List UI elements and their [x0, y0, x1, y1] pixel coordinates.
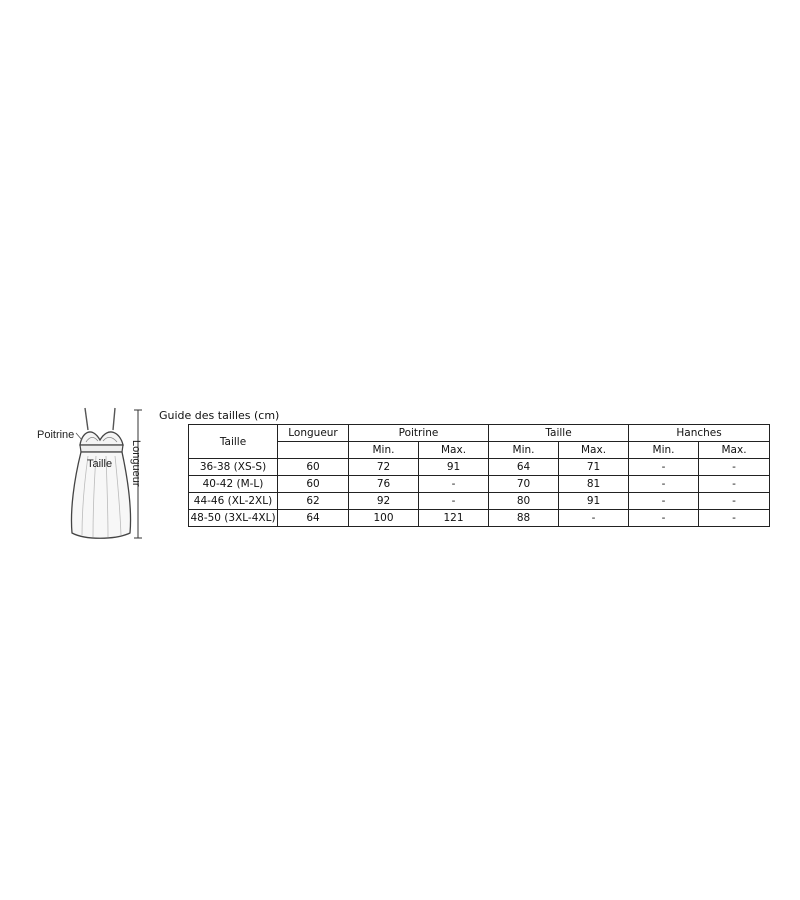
- table-row: [189, 459, 770, 476]
- table-row: [189, 493, 770, 510]
- header-size: Taille: [189, 425, 278, 459]
- table-row: [189, 510, 770, 527]
- cell-hips-min: -: [629, 459, 699, 476]
- subheader-waist-min: Min.: [489, 442, 559, 459]
- header-group-waist: Taille: [489, 425, 629, 442]
- cell-hips-max: -: [699, 510, 770, 527]
- header-group-bust: Poitrine: [349, 425, 489, 442]
- table-row: [189, 476, 770, 493]
- cell-length: 64: [278, 510, 349, 527]
- cell-size: 44-46 (XL-2XL): [189, 493, 278, 510]
- cell-waist-max: 71: [559, 459, 629, 476]
- cell-length: 60: [278, 459, 349, 476]
- cell-bust-min: 76: [349, 476, 419, 493]
- cell-hips-min: -: [629, 476, 699, 493]
- size-table: [188, 424, 770, 527]
- cell-waist-min: 70: [489, 476, 559, 493]
- cell-hips-min: -: [629, 493, 699, 510]
- cell-waist-max: 81: [559, 476, 629, 493]
- cell-waist-min: 64: [489, 459, 559, 476]
- cell-waist-max: 91: [559, 493, 629, 510]
- cell-hips-max: -: [699, 493, 770, 510]
- subheader-hips-max: Max.: [699, 442, 770, 459]
- cell-bust-max: 121: [419, 510, 489, 527]
- header-group-hips: Hanches: [629, 425, 770, 442]
- header-length-empty: [278, 442, 349, 459]
- cell-bust-min: 72: [349, 459, 419, 476]
- label-bust: Poitrine: [37, 429, 75, 441]
- cell-bust-max: 91: [419, 459, 489, 476]
- header-length: Longueur: [278, 425, 349, 442]
- cell-length: 60: [278, 476, 349, 493]
- cell-waist-max: -: [559, 510, 629, 527]
- cell-bust-max: -: [419, 493, 489, 510]
- cell-hips-min: -: [629, 510, 699, 527]
- subheader-bust-max: Max.: [419, 442, 489, 459]
- subheader-bust-min: Min.: [349, 442, 419, 459]
- dress-figure: [30, 400, 155, 545]
- table-header-row: [189, 425, 770, 442]
- cell-hips-max: -: [699, 476, 770, 493]
- label-length: Longueur: [130, 440, 142, 487]
- cell-size: 36-38 (XS-S): [189, 459, 278, 476]
- cell-size: 40-42 (M-L): [189, 476, 278, 493]
- label-waist: Taille: [87, 458, 113, 470]
- cell-bust-min: 92: [349, 493, 419, 510]
- cell-hips-max: -: [699, 459, 770, 476]
- cell-size: 48-50 (3XL-4XL): [189, 510, 278, 527]
- subheader-hips-min: Min.: [629, 442, 699, 459]
- cell-length: 62: [278, 493, 349, 510]
- size-guide-title: Guide des tailles (cm): [159, 409, 280, 422]
- subheader-waist-max: Max.: [559, 442, 629, 459]
- cell-bust-min: 100: [349, 510, 419, 527]
- cell-bust-max: -: [419, 476, 489, 493]
- cell-waist-min: 88: [489, 510, 559, 527]
- cell-waist-min: 80: [489, 493, 559, 510]
